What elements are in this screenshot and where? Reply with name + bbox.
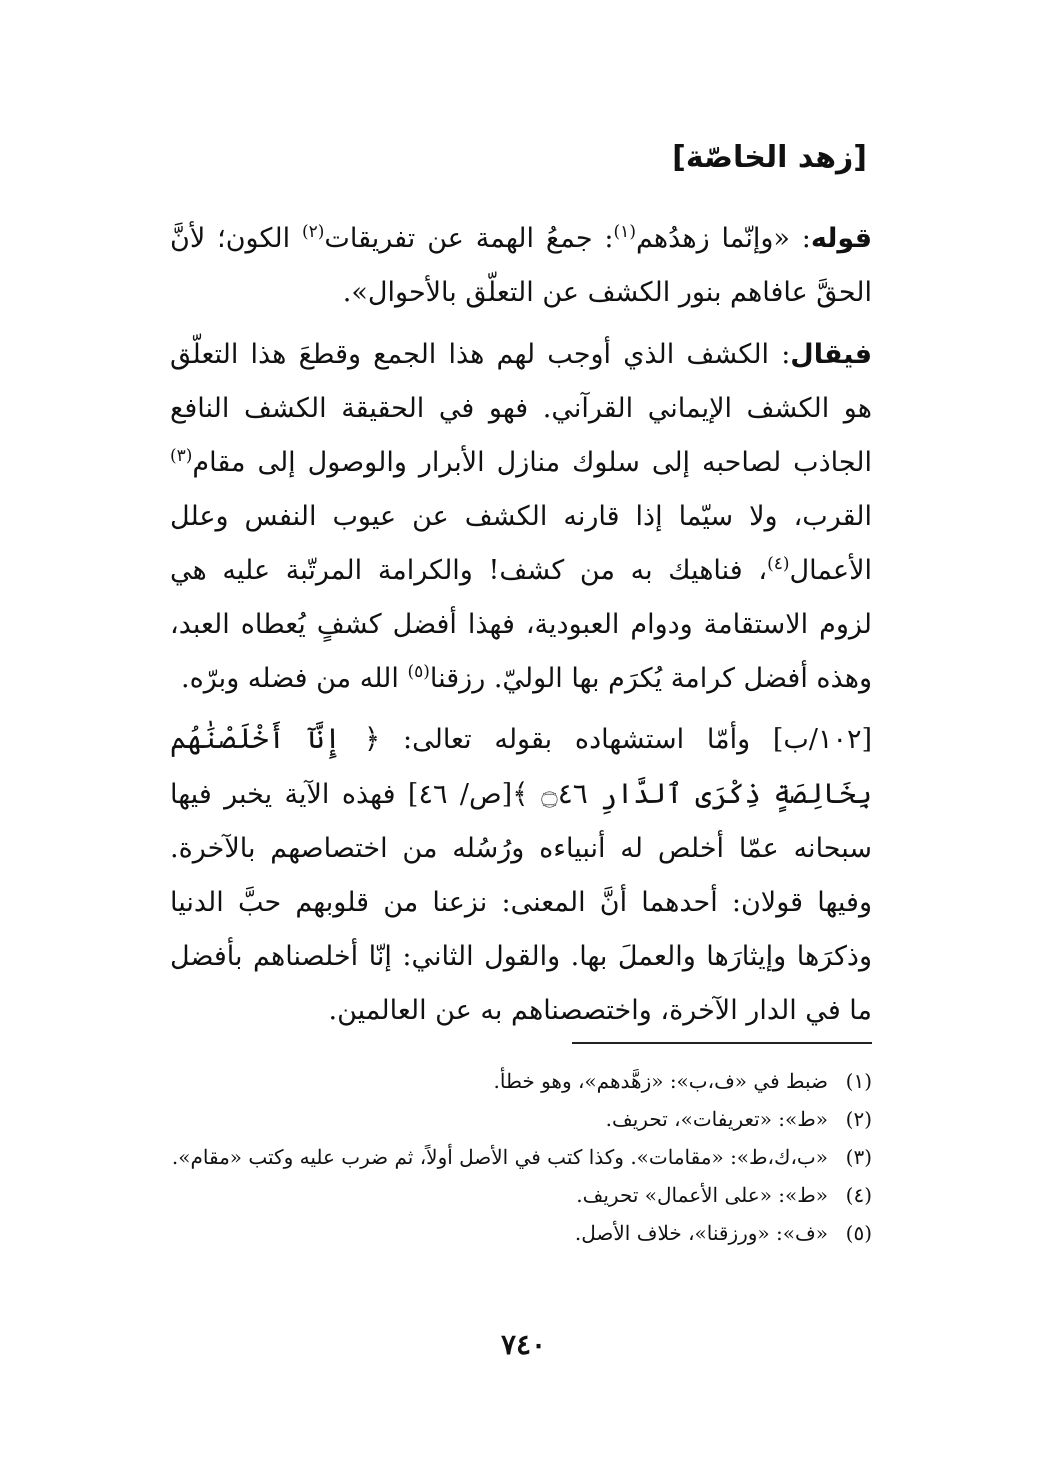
footnote-text: «ط»: «على الأعمال» تحريف.: [576, 1183, 828, 1207]
page-number: ٧٤٠: [500, 1328, 547, 1361]
footnote-text: «ف»: «ورزقنا»، خلاف الأصل.: [574, 1221, 828, 1245]
paragraph-1-text-3: الكون؛ لأنَّ الحقَّ عافاهم بنور الكشف عن التعلّق بالأحوال».: [170, 223, 872, 308]
footnote-item: [165, 1100, 872, 1138]
section-heading: [زهد الخاصّة]: [672, 140, 867, 175]
paragraph-2-text-3: ، فناهيك به من كشف! والكرامة المرتّبة عليه هي لزوم الاستقامة ودوام العبودية، فهذا أفضل كشفٍ يُعطاه العبد، وهذه أفضل كرامة يُكرَم بها الوليّ. رزقنا: [170, 555, 872, 694]
paragraph-1: [170, 212, 872, 320]
footnote-item: [165, 1062, 872, 1100]
paragraph-2-lead: فيقال: [790, 339, 872, 370]
footnote-item: [165, 1138, 872, 1176]
paragraph-3-text-2: [ص/ ٤٦] فهذه الآية يخبر فيها سبحانه عمّا أخلص له أنبياءه ورُسُله من اختصاصهم بالآخرة. وفيها قولان: أحدهما أنَّ المعنى: نزعنا من قلوبهم حبَّ الدنيا وذكرَها وإيثارَها والعملَ بها. والقول الثاني: إنّا أخلصناهم بأفضل ما في الدار الآخرة، واختصصناهم به عن العالمين.: [170, 779, 872, 1026]
paragraph-2-text-1: : الكشف الذي أوجب لهم هذا الجمع وقطعَ هذا التعلّق هو الكشف الإيماني القرآني. فهو في الحقيقة الكشف النافع الجاذب لصاحبه إلى سلوك منازل الأبرار والوصول إلى مقام: [170, 339, 872, 478]
paragraph-1-lead: قوله: [810, 223, 873, 254]
footnote-text: «ب،ك،ط»: «مقامات». وكذا كتب في الأصل أولاً، ثم ضرب عليه وكتب «مقام».: [171, 1145, 828, 1169]
footnote-number: (٥): [845, 1221, 872, 1245]
paragraph-2: [170, 328, 872, 706]
footnotes: [165, 1062, 872, 1252]
footnote-separator: [572, 1042, 872, 1044]
footnote-number: (٤): [845, 1183, 872, 1207]
footnote-text: «ط»: «تعريفات»، تحريف.: [605, 1107, 828, 1131]
paragraph-1-text-1: : «وإنّما زهدُهم: [635, 223, 811, 254]
footnote-ref-3[interactable]: (٣): [170, 446, 193, 466]
footnote-number: (١): [845, 1069, 872, 1093]
paragraph-2-text-2: القرب، ولا سيّما إذا قارنه الكشف عن عيوب النفس وعلل الأعمال: [170, 501, 872, 586]
footnote-ref-1[interactable]: (١): [613, 222, 636, 242]
footnote-item: [165, 1176, 872, 1214]
footnote-ref-5[interactable]: (٥): [407, 662, 430, 682]
paragraph-1-text-2: : جمعُ الهمة عن تفريقات: [324, 223, 614, 254]
quran-verse: ﴿ إِنَّآ أَخْلَصْنَٰهُم بِخَالِصَةٍ ذِكْرَى ٱلدَّارِ ۝٤٦ ﴾: [170, 722, 873, 810]
footnote-ref-2[interactable]: (٢): [302, 222, 325, 242]
footnote-ref-4[interactable]: (٤): [767, 554, 790, 574]
footnote-number: (٢): [845, 1107, 872, 1131]
paragraph-2-text-4: الله من فضله وبرّه.: [181, 663, 408, 694]
footnote-item: [165, 1214, 872, 1252]
footnote-text: ضبط في «ف،ب»: «زهَّدهم»، وهو خطأ.: [493, 1069, 828, 1093]
paragraph-3: [170, 712, 872, 1038]
footnote-number: (٣): [845, 1145, 872, 1169]
paragraph-3-text-1: [١٠٢/ب] وأمّا استشهاده بقوله تعالى:: [380, 724, 872, 755]
